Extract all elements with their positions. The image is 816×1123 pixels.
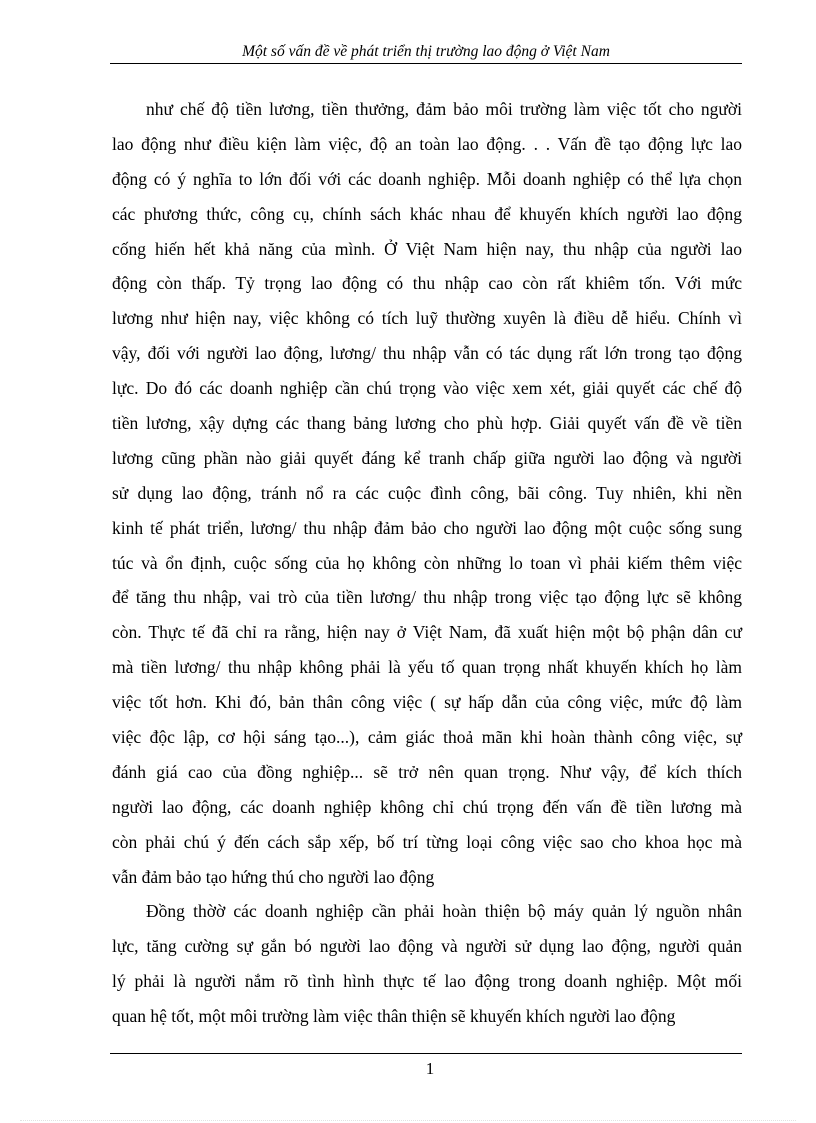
text-line: cống hiến hết khả năng của mình. Ở Việt Nam hiện nay, thu nhập của người lao <box>112 238 742 259</box>
text-line: mà tiền lương/ thu nhập không phải là yếu tố quan trọng nhất khuyến khích họ làm <box>112 657 742 678</box>
text-line: còn phải chú ý đến cách sắp xếp, bố trí từng loại công việc sao cho khoa học mà <box>112 831 742 852</box>
running-header-title: Một số vấn đề về phát triển thị trường lao động ở Việt Nam <box>242 43 610 60</box>
text-line: còn. Thực tế đã chỉ ra rằng, hiện nay ở Việt Nam, đã xuất hiện một bộ phận dân cư <box>112 622 742 643</box>
text-line: vẫn đảm bảo tạo hứng thú cho người lao động <box>112 866 435 887</box>
text-line: lực, tăng cường sự gắn bó người lao động và người sử dụng lao động, người quản <box>112 936 742 957</box>
text-line: người lao động, các doanh nghiệp không chỉ chú trọng đến vấn đề tiền lương mà <box>112 796 742 817</box>
text-line: vậy, đối với người lao động, lương/ thu nhập vẫn có tác dụng rất lớn trong tạo động <box>112 343 742 364</box>
text-line: lương cũng phần nào giải quyết đáng kể tranh chấp giữa người lao động và người <box>112 447 742 468</box>
text-line: lý phải là người nắm rõ tình hình thực tế lao động trong doanh nghiệp. Một mối <box>112 971 742 992</box>
text-line: việc độc lập, cơ hội sáng tạo...), cảm giác thoả mãn khi hoàn thành công việc, sự <box>112 727 742 748</box>
text-line: các phương thức, công cụ, chính sách khác nhau để khuyến khích người lao động <box>112 203 742 224</box>
page-bottom-border <box>20 1120 796 1121</box>
text-line: động có ý nghĩa to lớn đối với các doanh nghiệp. Mỗi doanh nghiệp có thể lựa chọn <box>112 168 742 189</box>
body-text <box>112 97 742 1039</box>
text-line: túc và ổn định, cuộc sống của họ không còn những lo toan vì phải kiếm thêm việc <box>112 552 742 573</box>
text-line: Đồng thờờ các doanh nghiệp cần phải hoàn thiện bộ máy quản lý nguồn nhân <box>146 901 742 922</box>
text-line: lực. Do đó các doanh nghiệp cần chú trọng vào việc xem xét, giải quyết các chế độ <box>112 378 742 399</box>
text-line: lao động như điều kiện làm việc, độ an toàn lao động. . . Vấn đề tạo động lực lao <box>112 133 742 154</box>
text-line: tiền lương, xậy dựng các thang bảng lương cho phù hợp. Giải quyết vấn đề về tiền <box>112 413 742 434</box>
header-rule <box>110 63 742 64</box>
text-line: lương như hiện nay, việc không có tích luỹ thường xuyên là điều dễ hiểu. Chính vì <box>112 308 742 329</box>
footer-rule <box>110 1053 742 1054</box>
text-line: sử dụng lao động, tránh nổ ra các cuộc đình công, bãi công. Tuy nhiên, khi nền <box>112 482 742 503</box>
text-line: để tăng thu nhập, vai trò của tiền lương/ thu nhập trong việc tạo động lực sẽ không <box>112 587 742 608</box>
text-line: quan hệ tốt, một môi trường làm việc thân thiện sẽ khuyến khích người lao động <box>112 1006 676 1027</box>
text-line: như chế độ tiền lương, tiền thưởng, đảm bảo môi trường làm việc tốt cho người <box>146 99 742 119</box>
page-number: 1 <box>425 1059 435 1078</box>
text-line: đánh giá cao của đồng nghiệp... sẽ trở nên quan trọng. Như vậy, để kích thích <box>112 761 742 782</box>
text-line: việc tốt hơn. Khi đó, bản thân công việc ( sự hấp dẫn của công việc, mức độ làm <box>112 692 742 713</box>
text-line: động còn thấp. Tỷ trọng lao động có thu nhập cao còn rất khiêm tốn. Với mức <box>112 273 742 294</box>
text-line: kinh tế phát triển, lương/ thu nhập đảm bảo cho người lao động một cuộc sống sung <box>112 517 742 538</box>
